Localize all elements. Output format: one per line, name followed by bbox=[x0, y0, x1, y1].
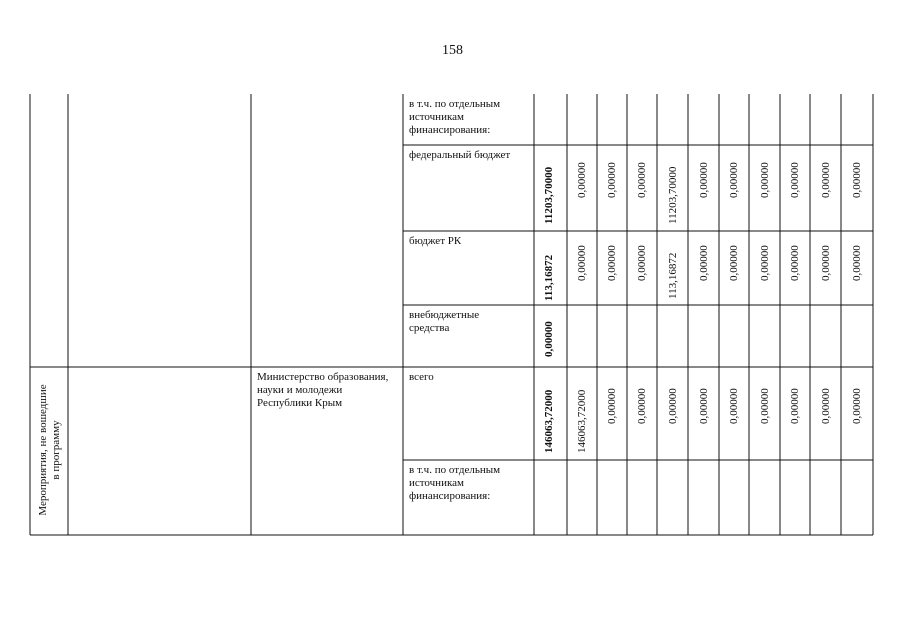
total-value-7: 0,00000 bbox=[759, 388, 771, 424]
total-value-2: 0,00000 bbox=[606, 388, 618, 424]
federal-budget-label: федеральный бюджет bbox=[409, 149, 511, 161]
section-title bbox=[37, 370, 63, 530]
rk-value-2: 0,00000 bbox=[606, 245, 618, 281]
total-value-0: 146063,72000 bbox=[543, 389, 555, 453]
rk-budget-label: бюджет РК bbox=[409, 235, 462, 247]
rk-value-1: 0,00000 bbox=[576, 245, 588, 281]
federal-value-1: 0,00000 bbox=[576, 162, 588, 198]
page-number: 158 bbox=[442, 43, 463, 58]
rk-value-6: 0,00000 bbox=[728, 245, 740, 281]
total-value-4: 0,00000 bbox=[667, 388, 679, 424]
upper-sources-label: в т.ч. по отдельным источникам финансирования: bbox=[409, 98, 501, 136]
rk-value-0: 113,16872 bbox=[543, 254, 555, 301]
total-label: всего bbox=[409, 371, 434, 383]
federal-value-6: 0,00000 bbox=[728, 162, 740, 198]
rk-value-8: 0,00000 bbox=[789, 245, 801, 281]
section-title-line2: в программу bbox=[50, 420, 62, 480]
federal-value-2: 0,00000 bbox=[606, 162, 618, 198]
extra-budget-label: внебюджетные средства bbox=[409, 309, 480, 334]
rk-value-3: 0,00000 bbox=[636, 245, 648, 281]
federal-value-8: 0,00000 bbox=[789, 162, 801, 198]
section-title-line1: Мероприятия, не вошедшие bbox=[37, 384, 49, 516]
total-value-1: 146063,72000 bbox=[576, 389, 588, 453]
total-value-8: 0,00000 bbox=[789, 388, 801, 424]
rk-value-10: 0,00000 bbox=[851, 245, 863, 281]
federal-value-5: 0,00000 bbox=[698, 162, 710, 198]
total-value-5: 0,00000 bbox=[698, 388, 710, 424]
lower-sources-label: в т.ч. по отдельным источникам финансирования: bbox=[409, 464, 501, 502]
total-value-10: 0,00000 bbox=[851, 388, 863, 424]
rk-value-7: 0,00000 bbox=[759, 245, 771, 281]
federal-value-10: 0,00000 bbox=[851, 162, 863, 198]
rk-value-5: 0,00000 bbox=[698, 245, 710, 281]
federal-value-3: 0,00000 bbox=[636, 162, 648, 198]
rk-value-4: 113,16872 bbox=[667, 252, 679, 299]
federal-value-7: 0,00000 bbox=[759, 162, 771, 198]
rk-value-9: 0,00000 bbox=[820, 245, 832, 281]
ministry-name: Министерство образования, науки и молодежи Республики Крым bbox=[257, 371, 389, 409]
federal-value-9: 0,00000 bbox=[820, 162, 832, 198]
total-value-6: 0,00000 bbox=[728, 388, 740, 424]
extra-value-0: 0,00000 bbox=[543, 321, 555, 357]
total-value-9: 0,00000 bbox=[820, 388, 832, 424]
federal-value-0: 11203,70000 bbox=[543, 166, 555, 224]
federal-value-4: 11203,70000 bbox=[667, 166, 679, 224]
total-value-3: 0,00000 bbox=[636, 388, 648, 424]
